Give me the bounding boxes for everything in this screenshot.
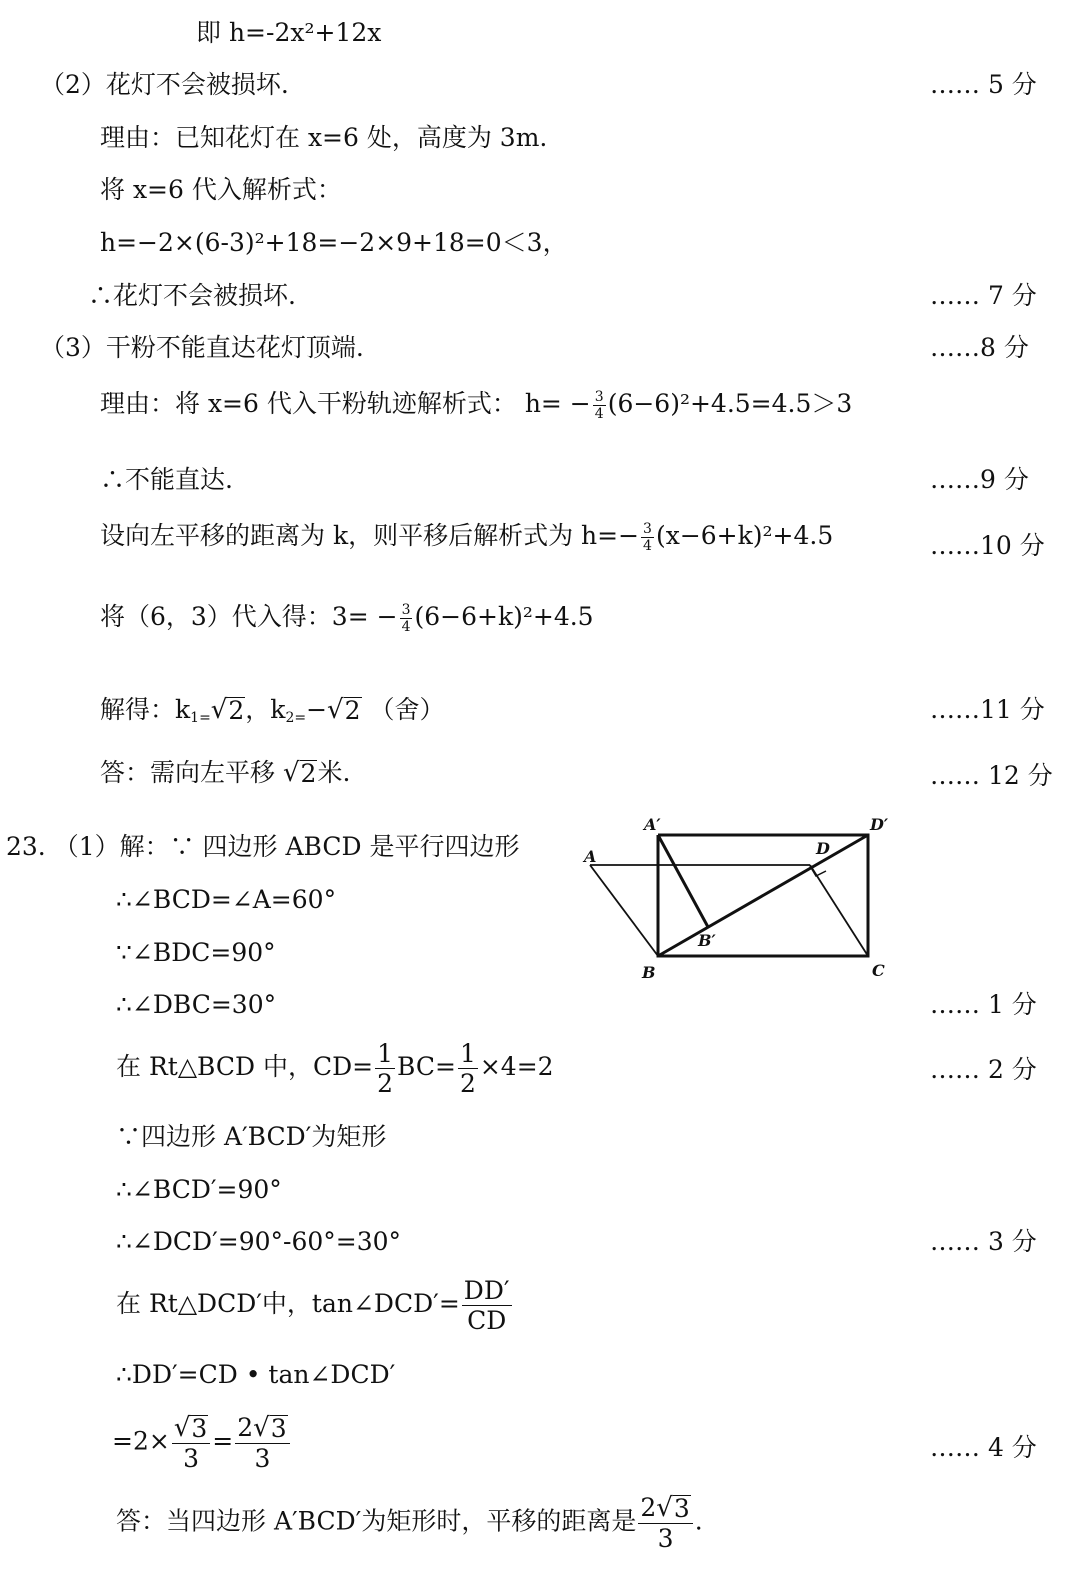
line4-bc: BC= (397, 1052, 456, 1081)
label-d: D (816, 839, 830, 858)
q23-line-5: ∵四边形 A′BCD′为矩形 (116, 1122, 387, 1151)
segment-ab (590, 865, 658, 956)
equals-sign: = (212, 1426, 234, 1456)
answer-period: . (694, 1506, 703, 1536)
part3-answer (100, 760, 350, 786)
part3-conclusion: ∴不能直达. (100, 465, 233, 494)
q23-line-7: ∴∠DCD′=90°-60°=30° (116, 1227, 402, 1256)
line8-text: 在 Rt△DCD′中，tan∠DCD′= (116, 1289, 460, 1318)
part3-substitute-rest: (6−6+k)²+4.5 (414, 602, 594, 631)
parallelogram-figure (580, 810, 900, 985)
part2-substitute: 将 x=6 代入解析式： (100, 175, 342, 204)
radicand: 2 (228, 696, 245, 725)
q23-line-1: ∴∠BCD=∠A=60° (116, 885, 337, 914)
q23-answer (116, 1495, 703, 1551)
line10-text: =2× (112, 1426, 170, 1456)
sqrt-2 (211, 697, 245, 723)
part3-set-rest: (x−6+k)²+4.5 (655, 521, 834, 550)
radicand: 3 (673, 1494, 690, 1523)
fraction-3-4 (400, 603, 413, 634)
label-b-prime: B′ (698, 931, 716, 950)
q23-line-2: ∵∠BDC=90° (116, 938, 276, 967)
k2-subscript: 2= (285, 710, 307, 726)
q23-line-6: ∴∠BCD′=90° (116, 1175, 282, 1204)
fraction-den: 3 (254, 1444, 271, 1473)
score-11: ……11 分 (930, 695, 1045, 724)
solve-text: 解得：k (100, 695, 191, 724)
score-10: ……10 分 (930, 531, 1045, 560)
fraction-dd-cd (462, 1278, 512, 1333)
fraction-den: 3 (657, 1524, 674, 1553)
q23-heading: 23. （1）解：∵ 四边形 ABCD 是平行四边形 (6, 832, 520, 861)
fraction-num: 1 (377, 1039, 394, 1068)
label-d-prime: D′ (870, 815, 889, 834)
radicand: 3 (270, 1414, 287, 1443)
fraction-1-2 (458, 1041, 478, 1096)
line4-text: 在 Rt△BCD 中，CD= (116, 1052, 374, 1081)
fraction-den: 2 (377, 1069, 394, 1098)
sqrt-sign: √ (327, 695, 344, 725)
part3-solve (100, 697, 444, 725)
fraction-2sqrt3-3 (235, 1415, 289, 1471)
part3-reason-rest: (6−6)²+4.5=4.5＞3 (607, 389, 853, 418)
label-b: B (642, 963, 656, 982)
part3-set-text: 设向左平移的距离为 k，则平移后解析式为 h=− (100, 521, 640, 550)
fraction-3-4 (641, 522, 654, 553)
part3-heading: （3）干粉不能直达花灯顶端. (40, 333, 364, 362)
fraction-den: 4 (594, 406, 604, 422)
coefficient: 2 (237, 1413, 254, 1442)
segment-dc (810, 865, 868, 956)
q23-line-10 (112, 1415, 292, 1471)
fraction-den: 3 (183, 1444, 199, 1473)
fraction-num: 3 (594, 389, 604, 405)
fraction-3-4 (593, 390, 606, 421)
score-2: …… 2 分 (930, 1055, 1037, 1084)
label-c: C (872, 961, 885, 980)
part3-substitute (100, 603, 594, 634)
k1-subscript: 1= (190, 710, 211, 726)
fraction-2sqrt3-3 (638, 1495, 692, 1551)
score-7: …… 7 分 (930, 281, 1037, 310)
radicand: 2 (344, 696, 361, 725)
sqrt-sign: √ (253, 1413, 270, 1443)
part3-reason-text: 理由：将 x=6 代入干粉轨迹解析式： (100, 389, 517, 418)
sqrt-sign: √ (656, 1493, 673, 1523)
part2-reason: 理由：已知花灯在 x=6 处，高度为 3m. (100, 123, 548, 152)
answer-unit: 米. (317, 758, 351, 787)
fraction-num (638, 1495, 692, 1524)
q23-line-3: ∴∠DBC=30° (116, 990, 277, 1019)
line4-result: ×4=2 (479, 1052, 554, 1081)
answer-text: 答：当四边形 A′BCD′为矩形时，平移的距离是 (116, 1506, 637, 1536)
sqrt-3 (656, 1495, 690, 1521)
radicand: 2 (300, 759, 317, 788)
label-a-prime: A′ (644, 815, 661, 834)
score-3: …… 3 分 (930, 1227, 1037, 1256)
sqrt-sign: √ (210, 695, 228, 725)
part3-reason (100, 390, 852, 421)
solve-discard: （舍） (369, 695, 445, 724)
fraction-num: 3 (401, 602, 411, 618)
score-5: …… 5 分 (930, 70, 1037, 99)
score-1: …… 1 分 (930, 990, 1037, 1019)
sqrt-2 (283, 760, 317, 786)
radicand: 3 (191, 1414, 208, 1443)
label-a: A (584, 847, 597, 866)
score-4: …… 4 分 (930, 1433, 1037, 1462)
part2-calculation: h=−2×(6-3)²+18=−2×9+18=0＜3， (100, 228, 568, 257)
score-9: ……9 分 (930, 465, 1029, 494)
sqrt-3 (253, 1415, 287, 1441)
sqrt-sign: √ (282, 758, 300, 788)
fraction-den: 4 (643, 538, 652, 554)
q23-line-9: ∴DD′=CD • tan∠DCD′ (116, 1360, 396, 1389)
part2-conclusion: ∴花灯不会被损坏. (88, 281, 296, 310)
fraction-num (235, 1415, 289, 1444)
coefficient: 2 (640, 1493, 657, 1522)
fraction-den: CD (467, 1306, 507, 1335)
q23-line-4 (116, 1041, 554, 1096)
fraction-num: 3 (643, 521, 652, 537)
sqrt-2 (327, 697, 361, 723)
minus-sign: − (306, 695, 328, 724)
solve-sep: ，k (245, 695, 286, 724)
q23-line-8 (116, 1278, 514, 1333)
part3-substitute-text: 将（6，3）代入得：3= − (100, 602, 398, 631)
part3-set (100, 522, 833, 553)
part3-reason-h: h= − (524, 389, 591, 418)
fraction-1-2 (375, 1041, 395, 1096)
formula-h-line: 即 h=-2x²+12x (196, 18, 382, 47)
answer-text: 答：需向左平移 (100, 758, 276, 787)
segment-a-prime-b-prime (658, 835, 708, 927)
fraction-den: 2 (459, 1069, 476, 1098)
score-8: ……8 分 (930, 333, 1029, 362)
sqrt-sign: √ (173, 1413, 191, 1443)
sqrt-3 (174, 1415, 208, 1441)
part2-heading: （2）花灯不会被损坏. (40, 70, 289, 99)
fraction-sqrt3-3 (172, 1415, 210, 1471)
fraction-num: DD′ (463, 1276, 510, 1305)
fraction-den: 4 (401, 619, 411, 635)
fraction-num (172, 1415, 210, 1444)
score-12: …… 12 分 (930, 761, 1053, 790)
fraction-num: 1 (459, 1039, 476, 1068)
